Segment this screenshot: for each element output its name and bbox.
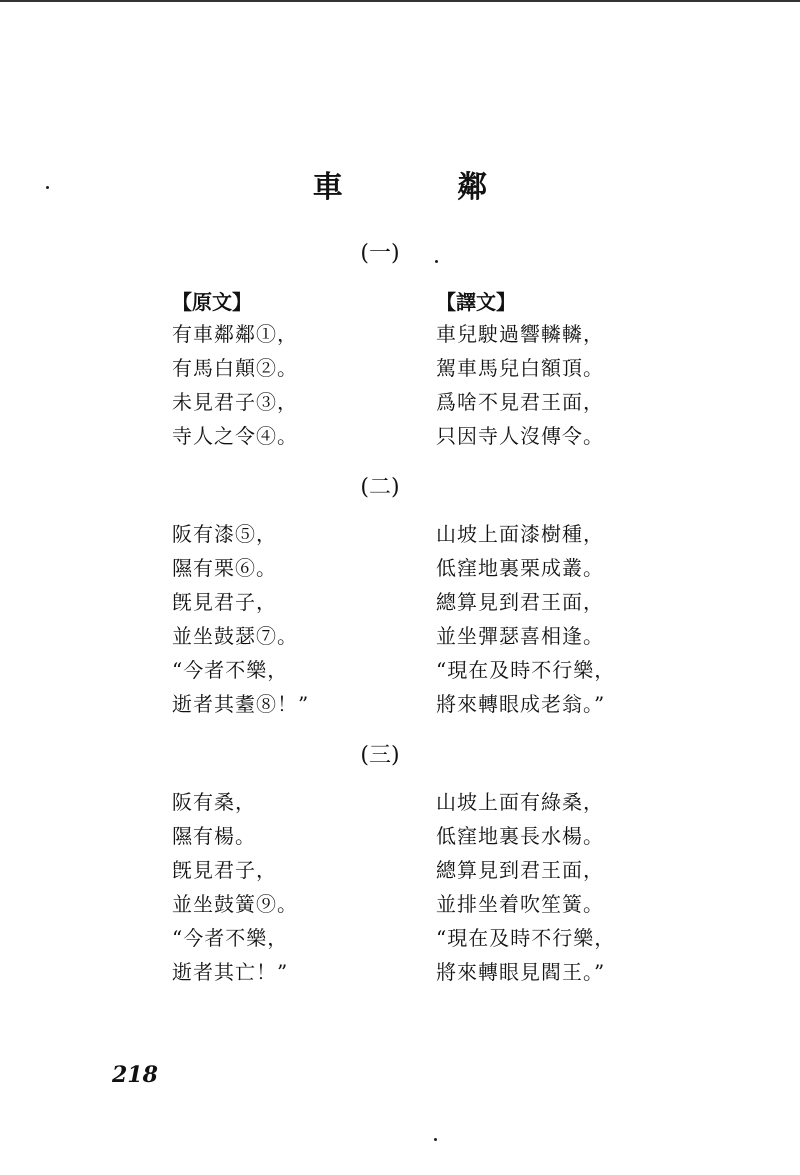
translation-line: 車兒駛過響轔轔， [436,322,604,346]
translation-header: 【譯文】 [436,290,516,314]
section-heading-2: (二) [360,475,400,500]
translation-line: 低窪地裏長水楊。 [436,824,604,848]
translation-line: 將來轉眼成老翁。” [436,692,606,716]
page-number: 218 [112,1062,158,1088]
translation-line: “現在及時不行樂， [436,926,616,950]
original-line: 寺人之令④。 [172,424,298,448]
original-line: 有車鄰鄰①， [172,322,298,346]
translation-line: 總算見到君王面， [436,590,604,614]
original-line: “今者不樂， [172,658,289,682]
original-line: 旣見君子， [172,858,277,882]
original-line: 旣見君子， [172,590,277,614]
scan-speck [46,186,49,189]
original-line: 未見君子③， [172,390,298,414]
section-heading-3: (三) [360,743,400,768]
translation-line: 低窪地裏栗成叢。 [436,556,604,580]
original-line: 逝者其耋⑧！” [172,692,310,716]
original-line: 隰有栗⑥。 [172,556,277,580]
original-line: 逝者其亡！” [172,960,289,984]
section-heading-1: (一) [360,241,400,266]
translation-line: 總算見到君王面， [436,858,604,882]
original-line: 有馬白顛②。 [172,356,298,380]
scan-speck [435,260,438,263]
original-line: “今者不樂， [172,926,289,950]
original-text-header: 【原文】 [172,290,252,314]
translation-line: 山坡上面有綠桑， [436,790,604,814]
translation-line: 並坐彈瑟喜相逢。 [436,624,604,648]
scan-speck [434,1138,437,1141]
original-line: 阪有漆⑤， [172,522,277,546]
translation-line: 並排坐着吹笙簧。 [436,892,604,916]
translation-line: 駕車馬兒白額頂。 [436,356,604,380]
translation-line: 山坡上面漆樹種， [436,522,604,546]
page-title: 車 鄰 [312,170,540,205]
original-line: 並坐鼓簧⑨。 [172,892,298,916]
original-line: 並坐鼓瑟⑦。 [172,624,298,648]
translation-line: “現在及時不行樂， [436,658,616,682]
translation-line: 將來轉眼見閻王。” [436,960,606,984]
top-border [0,0,800,2]
original-line: 隰有楊。 [172,824,256,848]
translation-line: 只因寺人沒傳令。 [436,424,604,448]
original-line: 阪有桑， [172,790,256,814]
translation-line: 爲啥不見君王面， [436,390,604,414]
